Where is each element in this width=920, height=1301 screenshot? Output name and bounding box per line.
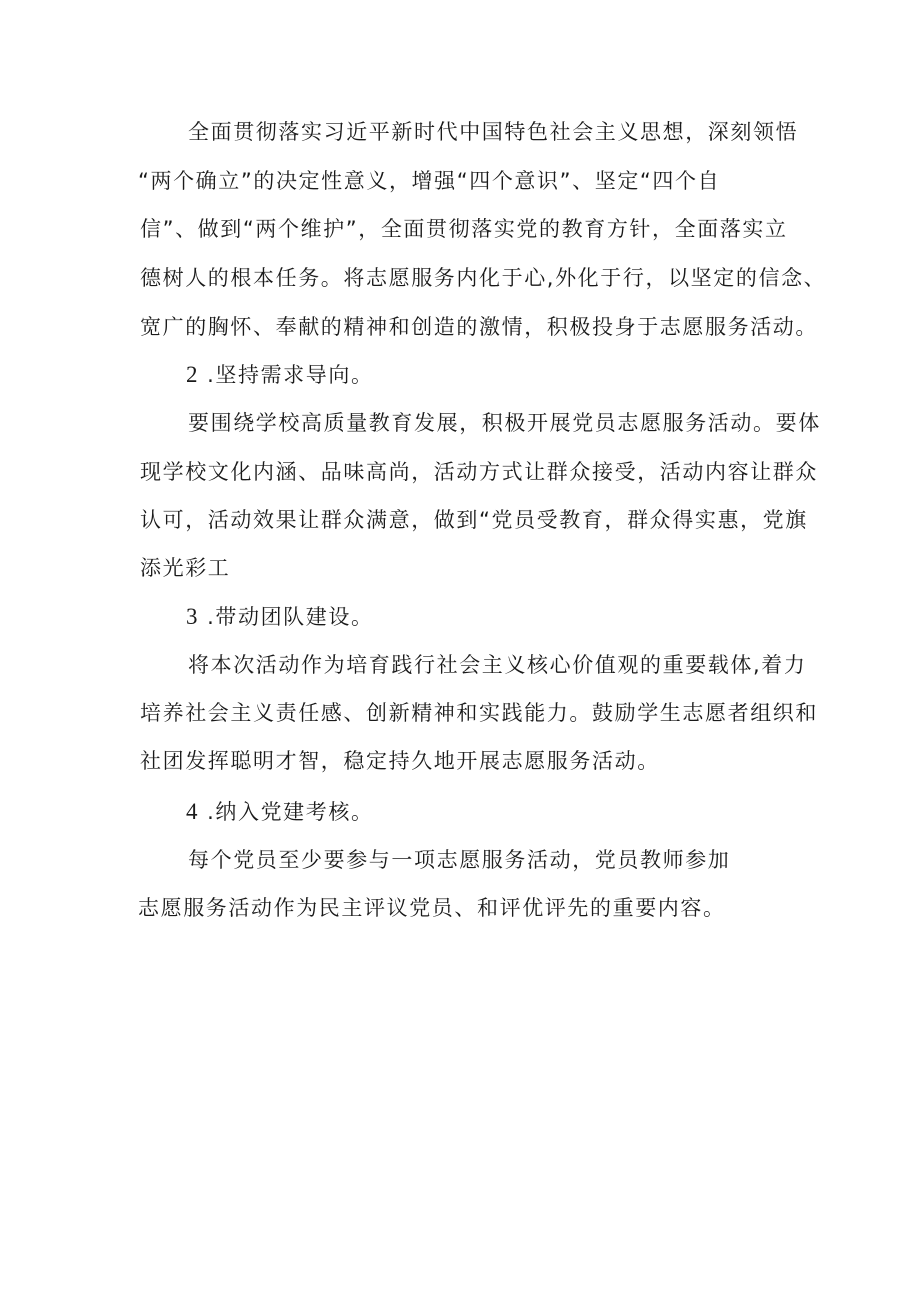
section-heading	[186, 602, 374, 632]
paragraph-line: 全面贯彻落实习近平新时代中国特色社会主义思想，深刻领悟	[188, 120, 799, 144]
paragraph-line: 培养社会主义责任感、创新精神和实践能力。鼓励学生志愿者组织和	[140, 701, 818, 725]
paragraph-line: 社团发挥聪明才智，稳定持久地开展志愿服务活动。	[140, 749, 660, 773]
heading-number: 3	[186, 604, 200, 629]
heading-text: .带动团队建设。	[207, 605, 374, 629]
paragraph-line: 添光彩工	[140, 556, 231, 580]
section-heading	[186, 797, 374, 827]
paragraph-line: 信”、做到“两个维护”，全面贯彻落实党的教育方针，全面落实立	[140, 217, 788, 241]
paragraph-line: 每个党员至少要参与一项志愿服务活动，党员教师参加	[188, 848, 731, 872]
paragraph-line: 德树人的根本任务。将志愿服务内化于心,外化于行，以坚定的信念、	[140, 266, 827, 290]
paragraph-line: 宽广的胸怀、奉献的精神和创造的激情，积极投身于志愿服务活动。	[140, 315, 818, 339]
paragraph-line: “两个确立”的决定性意义，增强“四个意识”、坚定“四个自	[138, 169, 721, 193]
paragraph-line: 要围绕学校高质量教育发展，积极开展党员志愿服务活动。要体	[188, 411, 821, 435]
heading-text: .坚持需求导向。	[207, 363, 374, 387]
paragraph-line: 志愿服务活动作为民主评议党员、和评优评先的重要内容。	[138, 896, 726, 920]
section-heading	[186, 360, 374, 390]
paragraph-line: 认可，活动效果让群众满意，做到“党员受教育，群众得实惠，党旗	[140, 508, 808, 532]
heading-text: .纳入党建考核。	[207, 800, 374, 824]
heading-number: 2	[186, 362, 200, 387]
heading-number: 4	[186, 799, 200, 824]
paragraph-line: 将本次活动作为培育践行社会主义核心价值观的重要载体,着力	[188, 653, 807, 677]
paragraph-line: 现学校文化内涵、品味高尚，活动方式让群众接受，活动内容让群众	[140, 460, 818, 484]
